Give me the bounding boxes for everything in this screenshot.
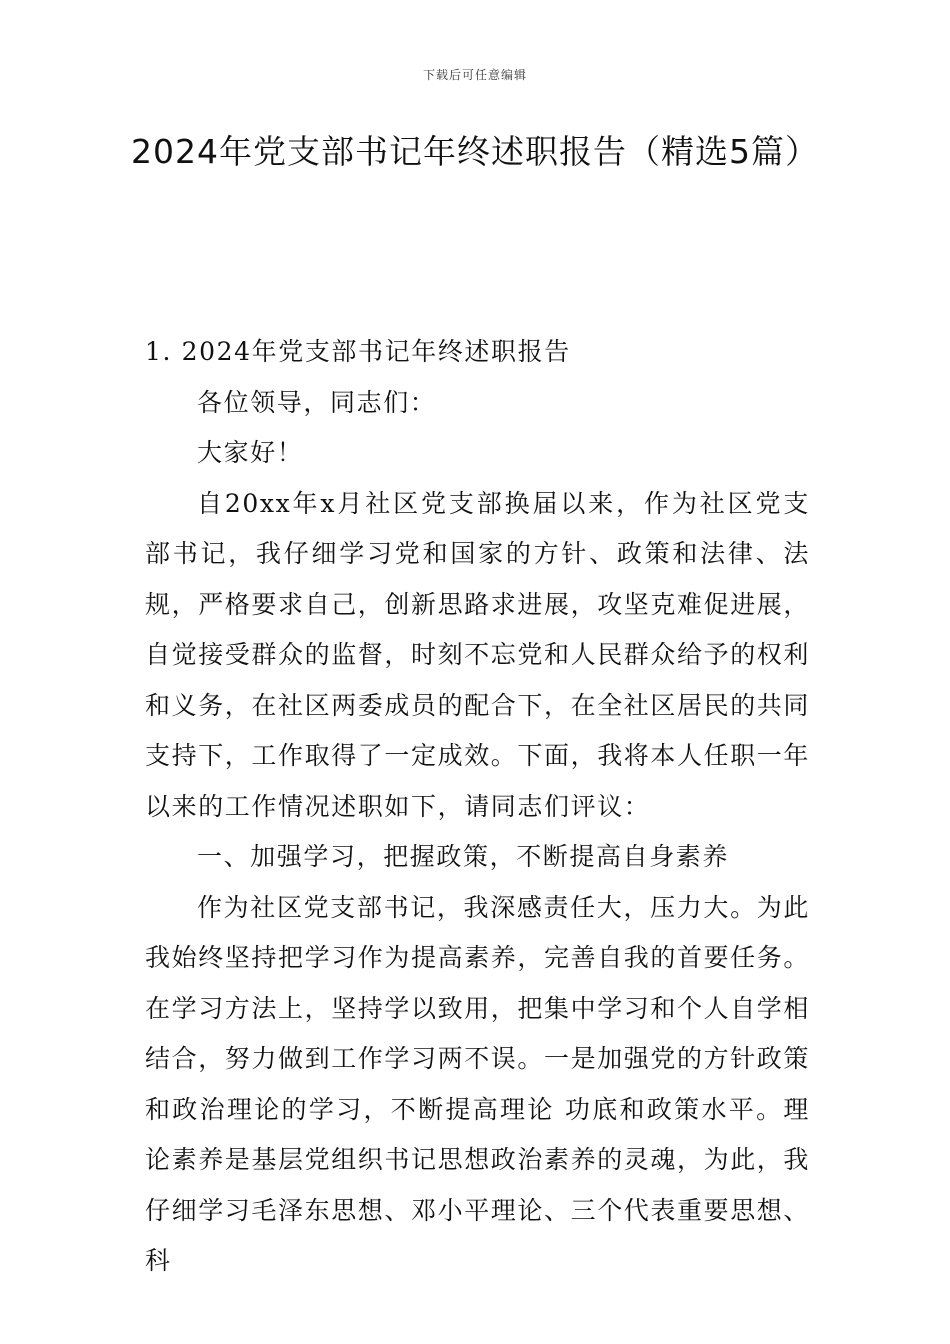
salutation: 各位领导，同志们：	[197, 387, 437, 417]
study-paragraph: 作为社区党支部书记，我深感责任大，压力大。为此我始终坚持把学习作为提高素养，完善自我的首要任务。在学习方法上，坚持学以致用，把集中学习和个人自学相结合，努力做到工作学习两不误。一是加强党的方针政策和政治理论的学习，不断提高理论 功底和政策水平。理论素养是基层党组织书记思想政治素养的灵魂，为此，我仔细学习毛泽东思想、邓小平理论、三个代表重要思想、科	[145, 892, 811, 1275]
document-title: 2024年党支部书记年终述职报告（精选5篇）	[131, 132, 819, 171]
document-body	[145, 327, 810, 1287]
section-heading: 1. 2024年党支部书记年终述职报告	[145, 337, 571, 366]
greeting: 大家好！	[197, 438, 304, 467]
subheading-study: 一、加强学习，把握政策，不断提高自身素养	[197, 842, 730, 871]
intro-paragraph: 自20xx年x月社区党支部换届以来，作为社区党支部书记，我仔细学习党和国家的方针、政策和法律、法规，严格要求自己，创新思路求进展，攻坚克难促进展，自觉接受群众的监督，时刻不忘党和人民群众给予的权利和义务，在社区两委成员的配合下，在全社区居民的共同支持下，工作取得了一定成效。下面，我将本人任职一年以来的工作情况述职如下，请同志们评议：	[145, 488, 811, 821]
header-note: 下载后可任意编辑	[422, 68, 527, 82]
